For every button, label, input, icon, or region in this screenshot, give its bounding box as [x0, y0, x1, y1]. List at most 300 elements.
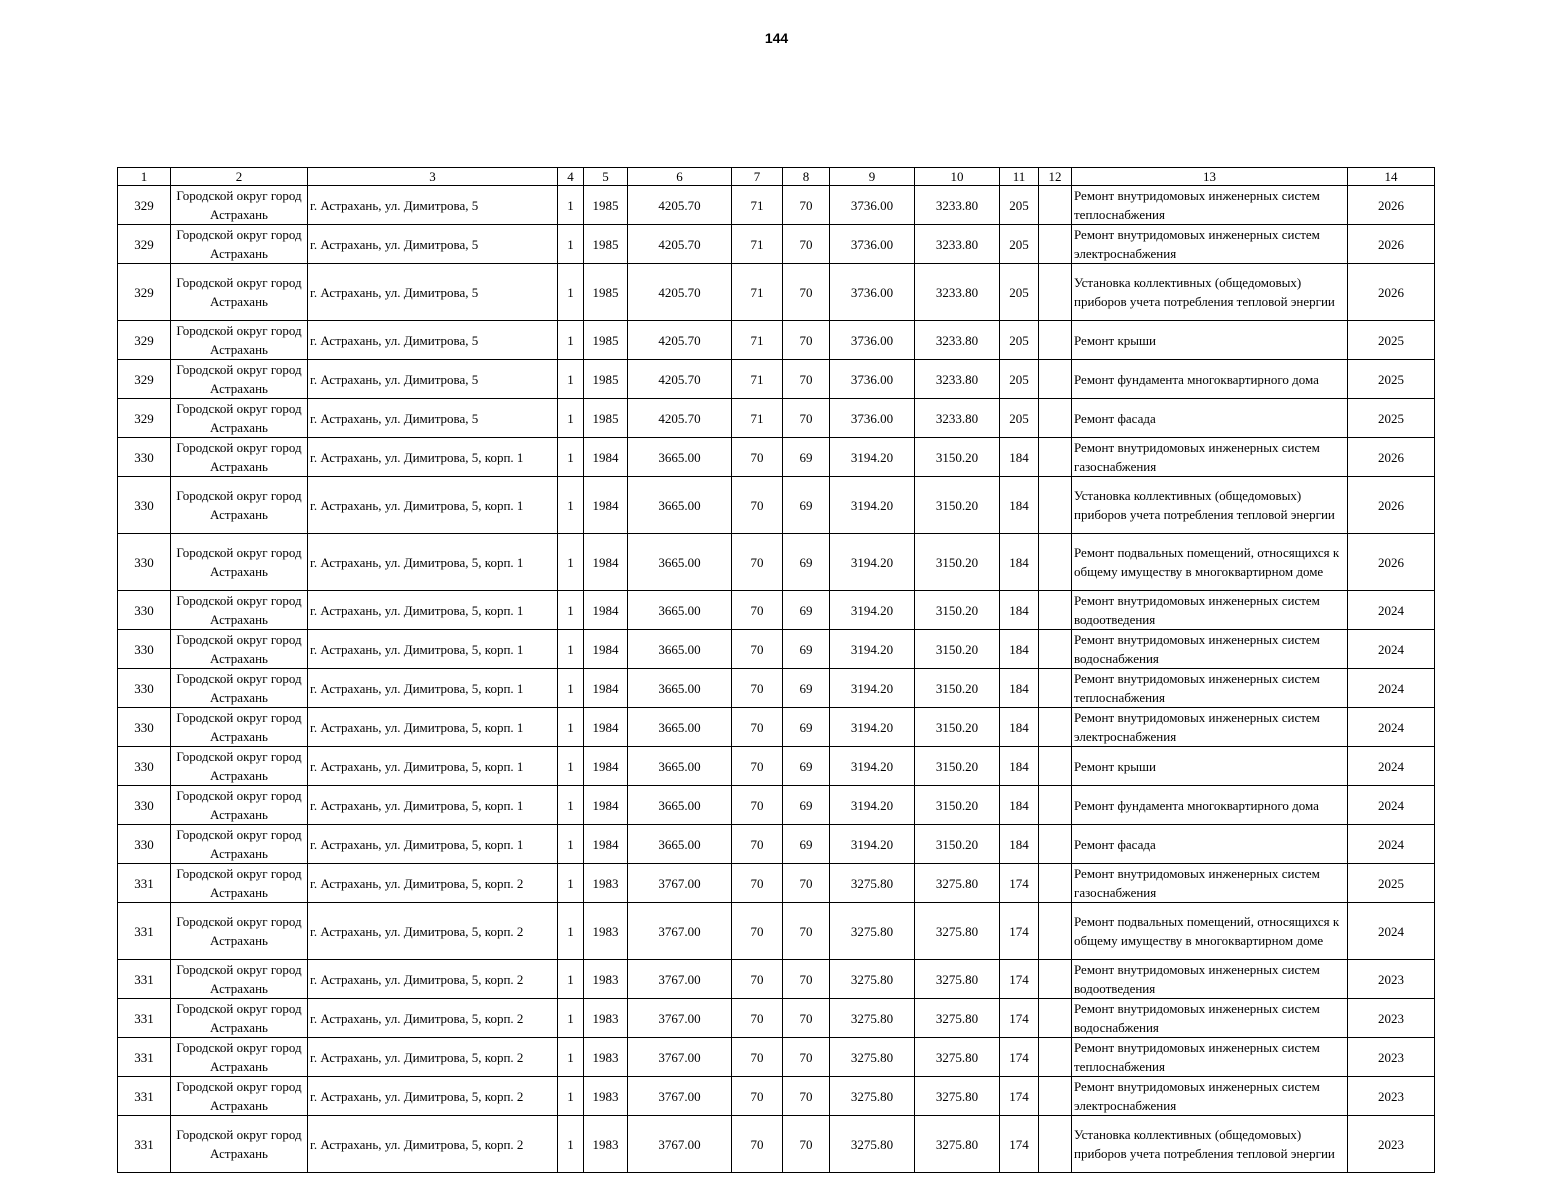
table-cell: г. Астрахань, ул. Димитрова, 5 — [308, 360, 558, 399]
table-cell: 70 — [732, 960, 783, 999]
table-cell: Городской округ город Астрахань — [171, 669, 308, 708]
table-cell: 3233.80 — [915, 360, 1000, 399]
table-cell: 69 — [783, 477, 830, 534]
table-cell: Установка коллективных (общедомовых) приборов учета потребления тепловой энергии — [1072, 264, 1348, 321]
table-cell: 2024 — [1348, 825, 1435, 864]
table-cell: 70 — [783, 399, 830, 438]
table-cell: 2025 — [1348, 321, 1435, 360]
table-cell: Городской округ город Астрахань — [171, 591, 308, 630]
table-cell: 3150.20 — [915, 438, 1000, 477]
table-cell: 1984 — [584, 825, 628, 864]
table-cell: 3150.20 — [915, 786, 1000, 825]
table-cell: 205 — [1000, 321, 1039, 360]
table-cell: 2023 — [1348, 999, 1435, 1038]
table-cell: 71 — [732, 360, 783, 399]
table-cell: 1 — [558, 225, 584, 264]
table-cell: Ремонт внутридомовых инженерных систем газоснабжения — [1072, 438, 1348, 477]
table-cell: 1 — [558, 999, 584, 1038]
table-cell: 1983 — [584, 864, 628, 903]
table-cell — [1039, 669, 1072, 708]
table-cell: 4205.70 — [628, 360, 732, 399]
table-cell: 70 — [732, 864, 783, 903]
table-row — [118, 864, 1435, 903]
table-cell: 1 — [558, 360, 584, 399]
table-cell: 3233.80 — [915, 264, 1000, 321]
table-cell: 330 — [118, 747, 171, 786]
table-cell: Установка коллективных (общедомовых) приборов учета потребления тепловой энергии — [1072, 477, 1348, 534]
column-header: 5 — [584, 168, 628, 186]
table-cell: 2024 — [1348, 591, 1435, 630]
table-cell: 3194.20 — [830, 708, 915, 747]
table-cell: 70 — [783, 1116, 830, 1173]
column-header: 9 — [830, 168, 915, 186]
table-cell: Городской округ город Астрахань — [171, 1038, 308, 1077]
table-body — [118, 186, 1435, 1173]
table-cell: Ремонт внутридомовых инженерных систем водоотведения — [1072, 591, 1348, 630]
table-cell — [1039, 225, 1072, 264]
table-cell: г. Астрахань, ул. Димитрова, 5, корп. 1 — [308, 591, 558, 630]
table-cell: 3150.20 — [915, 747, 1000, 786]
table-cell: 3150.20 — [915, 477, 1000, 534]
table-cell: 3150.20 — [915, 630, 1000, 669]
table-cell: 3736.00 — [830, 321, 915, 360]
table-cell: 330 — [118, 825, 171, 864]
table-cell: 3194.20 — [830, 669, 915, 708]
table-cell: 174 — [1000, 960, 1039, 999]
table-cell — [1039, 264, 1072, 321]
table-cell: 1985 — [584, 225, 628, 264]
table-cell: 2023 — [1348, 960, 1435, 999]
table-cell: 70 — [783, 321, 830, 360]
table-cell: 1984 — [584, 438, 628, 477]
column-header: 13 — [1072, 168, 1348, 186]
repair-schedule-table — [117, 167, 1435, 1173]
table-cell: 71 — [732, 225, 783, 264]
table-cell — [1039, 399, 1072, 438]
table-cell: 205 — [1000, 186, 1039, 225]
table-cell: 330 — [118, 630, 171, 669]
table-cell: 70 — [732, 630, 783, 669]
table-cell: 1 — [558, 186, 584, 225]
table-cell: 70 — [732, 1116, 783, 1173]
table-cell — [1039, 747, 1072, 786]
table-cell: Ремонт подвальных помещений, относящихся к общему имуществу в многоквартирном доме — [1072, 903, 1348, 960]
table-cell: 330 — [118, 534, 171, 591]
table-cell: Городской округ город Астрахань — [171, 1077, 308, 1116]
table-cell: Городской округ город Астрахань — [171, 264, 308, 321]
table-cell: 174 — [1000, 999, 1039, 1038]
table-cell: Ремонт фасада — [1072, 825, 1348, 864]
table-cell: 1984 — [584, 630, 628, 669]
table-cell: 3275.80 — [915, 999, 1000, 1038]
table-cell: 329 — [118, 264, 171, 321]
table-cell: 70 — [732, 1038, 783, 1077]
table-cell: 3150.20 — [915, 825, 1000, 864]
table-cell: Городской округ город Астрахань — [171, 960, 308, 999]
table-cell: 3150.20 — [915, 534, 1000, 591]
table-row — [118, 321, 1435, 360]
table-cell: 1 — [558, 960, 584, 999]
table-cell: Ремонт внутридомовых инженерных систем теплоснабжения — [1072, 186, 1348, 225]
table-cell: 3767.00 — [628, 960, 732, 999]
table-cell: Городской округ город Астрахань — [171, 825, 308, 864]
table-cell: Ремонт фундамента многоквартирного дома — [1072, 786, 1348, 825]
table-cell: г. Астрахань, ул. Димитрова, 5, корп. 1 — [308, 747, 558, 786]
table-cell: 3275.80 — [830, 903, 915, 960]
table-cell: 1 — [558, 1077, 584, 1116]
table-cell: Ремонт крыши — [1072, 747, 1348, 786]
table-cell: 3665.00 — [628, 534, 732, 591]
table-cell: 331 — [118, 864, 171, 903]
table-cell — [1039, 1077, 1072, 1116]
table-cell: 70 — [732, 534, 783, 591]
table-cell: г. Астрахань, ул. Димитрова, 5 — [308, 186, 558, 225]
table-cell: 3150.20 — [915, 669, 1000, 708]
table-cell: Городской округ город Астрахань — [171, 708, 308, 747]
table-cell: 3736.00 — [830, 399, 915, 438]
table-cell: 3233.80 — [915, 399, 1000, 438]
table-cell: 3275.80 — [915, 1116, 1000, 1173]
table-cell: 1983 — [584, 1116, 628, 1173]
table-cell: 1 — [558, 477, 584, 534]
table-cell: 3275.80 — [915, 1038, 1000, 1077]
table-cell: Городской округ город Астрахань — [171, 225, 308, 264]
table-cell: Городской округ город Астрахань — [171, 864, 308, 903]
table-cell: 1985 — [584, 186, 628, 225]
table-cell — [1039, 477, 1072, 534]
table-cell: Городской округ город Астрахань — [171, 438, 308, 477]
table-cell: 329 — [118, 399, 171, 438]
table-cell: 2024 — [1348, 630, 1435, 669]
table-cell: 3736.00 — [830, 360, 915, 399]
table-cell: 1985 — [584, 264, 628, 321]
table-cell: Городской округ город Астрахань — [171, 477, 308, 534]
table-cell: 1984 — [584, 477, 628, 534]
table-cell: г. Астрахань, ул. Димитрова, 5 — [308, 399, 558, 438]
table-cell: 3767.00 — [628, 1038, 732, 1077]
table-cell: г. Астрахань, ул. Димитрова, 5 — [308, 225, 558, 264]
table-cell: 1 — [558, 747, 584, 786]
table-cell: 70 — [732, 825, 783, 864]
table-row — [118, 591, 1435, 630]
table-row — [118, 438, 1435, 477]
table-cell: 3150.20 — [915, 591, 1000, 630]
table-cell: г. Астрахань, ул. Димитрова, 5, корп. 1 — [308, 669, 558, 708]
table-cell: 2024 — [1348, 669, 1435, 708]
table-cell: Городской округ город Астрахань — [171, 630, 308, 669]
page-number: 144 — [764, 30, 789, 46]
table-cell — [1039, 630, 1072, 669]
table-cell: Ремонт внутридомовых инженерных систем теплоснабжения — [1072, 669, 1348, 708]
table-row — [118, 999, 1435, 1038]
column-header: 6 — [628, 168, 732, 186]
table-cell: 3665.00 — [628, 786, 732, 825]
table-cell: 71 — [732, 321, 783, 360]
column-header: 14 — [1348, 168, 1435, 186]
table-cell: 1 — [558, 903, 584, 960]
table-cell: 184 — [1000, 786, 1039, 825]
table-cell: 331 — [118, 1116, 171, 1173]
table-cell: 3194.20 — [830, 630, 915, 669]
table-cell: 331 — [118, 1077, 171, 1116]
table-cell: 1 — [558, 1116, 584, 1173]
table-cell: 4205.70 — [628, 225, 732, 264]
table-cell: 1 — [558, 825, 584, 864]
table-cell: 205 — [1000, 225, 1039, 264]
table-cell: 1 — [558, 534, 584, 591]
table-cell: 1984 — [584, 669, 628, 708]
table-cell: 69 — [783, 591, 830, 630]
table-cell: 329 — [118, 360, 171, 399]
table-cell — [1039, 1038, 1072, 1077]
table-row — [118, 630, 1435, 669]
table-cell — [1039, 321, 1072, 360]
table-cell: 2023 — [1348, 1038, 1435, 1077]
table-cell: 70 — [783, 903, 830, 960]
table-cell: 1 — [558, 399, 584, 438]
table-cell: Городской округ город Астрахань — [171, 186, 308, 225]
table-row — [118, 264, 1435, 321]
table-cell: 1983 — [584, 1077, 628, 1116]
table-cell: 3665.00 — [628, 747, 732, 786]
table-cell: 184 — [1000, 747, 1039, 786]
table-cell: 174 — [1000, 903, 1039, 960]
table-row — [118, 903, 1435, 960]
table-row — [118, 1116, 1435, 1173]
table-cell: Установка коллективных (общедомовых) приборов учета потребления тепловой энергии — [1072, 1116, 1348, 1173]
column-header: 3 — [308, 168, 558, 186]
table-cell: 3665.00 — [628, 708, 732, 747]
table-cell: 70 — [732, 669, 783, 708]
table-cell: 3275.80 — [830, 1116, 915, 1173]
table-cell: 184 — [1000, 825, 1039, 864]
table-cell: 2026 — [1348, 264, 1435, 321]
table-cell: 70 — [783, 1038, 830, 1077]
table-cell: 3275.80 — [915, 1077, 1000, 1116]
table-cell: 3194.20 — [830, 438, 915, 477]
table-cell: Ремонт внутридомовых инженерных систем водоотведения — [1072, 960, 1348, 999]
table-row — [118, 786, 1435, 825]
table-cell: 1985 — [584, 399, 628, 438]
table-cell: 184 — [1000, 534, 1039, 591]
table-cell: 330 — [118, 669, 171, 708]
table-cell: 1 — [558, 864, 584, 903]
table-cell: г. Астрахань, ул. Димитрова, 5, корп. 1 — [308, 630, 558, 669]
table-cell: 69 — [783, 708, 830, 747]
table-cell: 70 — [783, 864, 830, 903]
table-cell: г. Астрахань, ул. Димитрова, 5, корп. 2 — [308, 960, 558, 999]
table-cell: Городской округ город Астрахань — [171, 360, 308, 399]
table-cell: 3665.00 — [628, 591, 732, 630]
table-cell: 1 — [558, 630, 584, 669]
table-cell: 4205.70 — [628, 321, 732, 360]
table-cell: 205 — [1000, 264, 1039, 321]
column-header: 1 — [118, 168, 171, 186]
table-cell: 3767.00 — [628, 1116, 732, 1173]
table-cell: 1 — [558, 438, 584, 477]
table-cell: 184 — [1000, 591, 1039, 630]
table-cell: 3275.80 — [830, 864, 915, 903]
table-cell: 2023 — [1348, 1077, 1435, 1116]
table-cell: 1 — [558, 708, 584, 747]
table-cell: г. Астрахань, ул. Димитрова, 5, корп. 2 — [308, 999, 558, 1038]
table-cell: г. Астрахань, ул. Димитрова, 5, корп. 1 — [308, 786, 558, 825]
table-cell: 184 — [1000, 708, 1039, 747]
table-cell: 71 — [732, 264, 783, 321]
table-cell: г. Астрахань, ул. Димитрова, 5, корп. 2 — [308, 1116, 558, 1173]
table-cell: 3275.80 — [830, 960, 915, 999]
table-cell: 1983 — [584, 960, 628, 999]
table-cell: 69 — [783, 747, 830, 786]
table-cell: г. Астрахань, ул. Димитрова, 5, корп. 2 — [308, 1038, 558, 1077]
table-row — [118, 1077, 1435, 1116]
table-cell: 330 — [118, 708, 171, 747]
table-cell: 2026 — [1348, 534, 1435, 591]
table-cell — [1039, 786, 1072, 825]
column-header: 12 — [1039, 168, 1072, 186]
column-header: 10 — [915, 168, 1000, 186]
table-cell: 184 — [1000, 669, 1039, 708]
table-cell: г. Астрахань, ул. Димитрова, 5, корп. 1 — [308, 825, 558, 864]
table-cell: 1985 — [584, 360, 628, 399]
table-cell: 70 — [732, 747, 783, 786]
table-cell: Ремонт внутридомовых инженерных систем водоснабжения — [1072, 630, 1348, 669]
table-cell: г. Астрахань, ул. Димитрова, 5, корп. 2 — [308, 903, 558, 960]
table-cell: 3275.80 — [830, 1077, 915, 1116]
table-cell: 70 — [732, 438, 783, 477]
table-cell: Ремонт внутридомовых инженерных систем теплоснабжения — [1072, 1038, 1348, 1077]
column-header: 7 — [732, 168, 783, 186]
table-cell: 3275.80 — [915, 960, 1000, 999]
table-cell: г. Астрахань, ул. Димитрова, 5, корп. 2 — [308, 864, 558, 903]
table-cell: 329 — [118, 186, 171, 225]
table-cell: 3150.20 — [915, 708, 1000, 747]
table-cell: 331 — [118, 960, 171, 999]
table-cell: 3275.80 — [915, 864, 1000, 903]
table-cell: Ремонт внутридомовых инженерных систем водоснабжения — [1072, 999, 1348, 1038]
table-cell: 330 — [118, 477, 171, 534]
table-cell: Городской округ город Астрахань — [171, 534, 308, 591]
table-row — [118, 534, 1435, 591]
table-cell: 70 — [732, 591, 783, 630]
table-cell: 1984 — [584, 534, 628, 591]
table-cell: 4205.70 — [628, 264, 732, 321]
table-cell: 3665.00 — [628, 477, 732, 534]
table-cell: Ремонт внутридомовых инженерных систем электроснабжения — [1072, 225, 1348, 264]
table-cell: 3194.20 — [830, 786, 915, 825]
column-header: 2 — [171, 168, 308, 186]
table-row — [118, 825, 1435, 864]
table-cell: 205 — [1000, 360, 1039, 399]
table-cell: 70 — [783, 1077, 830, 1116]
table-cell: 2026 — [1348, 225, 1435, 264]
table-cell: 69 — [783, 630, 830, 669]
table-cell: 1984 — [584, 708, 628, 747]
table-cell: 70 — [732, 477, 783, 534]
table-cell: г. Астрахань, ул. Димитрова, 5, корп. 2 — [308, 1077, 558, 1116]
table-cell: 174 — [1000, 864, 1039, 903]
table-cell: 71 — [732, 399, 783, 438]
table-cell: 70 — [783, 999, 830, 1038]
table-row — [118, 399, 1435, 438]
table-cell: 184 — [1000, 477, 1039, 534]
table-cell: 2024 — [1348, 747, 1435, 786]
table-cell: Ремонт внутридомовых инженерных систем газоснабжения — [1072, 864, 1348, 903]
table-cell: г. Астрахань, ул. Димитрова, 5, корп. 1 — [308, 438, 558, 477]
column-header: 11 — [1000, 168, 1039, 186]
table-cell: 331 — [118, 999, 171, 1038]
table-cell: 331 — [118, 903, 171, 960]
table-cell: 3275.80 — [915, 903, 1000, 960]
column-header: 8 — [783, 168, 830, 186]
table-cell: 70 — [783, 186, 830, 225]
table-cell — [1039, 825, 1072, 864]
table-cell: Ремонт фасада — [1072, 399, 1348, 438]
table-cell: 1983 — [584, 903, 628, 960]
table-cell: 3194.20 — [830, 825, 915, 864]
table-row — [118, 186, 1435, 225]
table-cell: 3665.00 — [628, 438, 732, 477]
table-cell: 2024 — [1348, 708, 1435, 747]
table-cell: 3233.80 — [915, 321, 1000, 360]
table-cell — [1039, 1116, 1072, 1173]
table-cell: 70 — [732, 1077, 783, 1116]
table-cell — [1039, 903, 1072, 960]
table-cell — [1039, 960, 1072, 999]
table-cell — [1039, 591, 1072, 630]
table-cell: г. Астрахань, ул. Димитрова, 5 — [308, 321, 558, 360]
table-cell: 3736.00 — [830, 186, 915, 225]
table-cell: 1984 — [584, 591, 628, 630]
table-row — [118, 477, 1435, 534]
table-cell: 69 — [783, 669, 830, 708]
table-cell: 2025 — [1348, 399, 1435, 438]
table-cell: 2025 — [1348, 864, 1435, 903]
table-cell — [1039, 864, 1072, 903]
table-cell: 330 — [118, 438, 171, 477]
table-cell: Ремонт фундамента многоквартирного дома — [1072, 360, 1348, 399]
table-cell — [1039, 534, 1072, 591]
table-cell: 70 — [732, 708, 783, 747]
table-cell: 3665.00 — [628, 630, 732, 669]
table-cell: 2024 — [1348, 903, 1435, 960]
table-cell: г. Астрахань, ул. Димитрова, 5 — [308, 264, 558, 321]
table-cell — [1039, 708, 1072, 747]
table-cell: 1 — [558, 1038, 584, 1077]
table-cell: 3736.00 — [830, 264, 915, 321]
table-cell: Городской округ город Астрахань — [171, 1116, 308, 1173]
table-cell: 330 — [118, 591, 171, 630]
table-cell: 69 — [783, 534, 830, 591]
table-cell: Городской округ город Астрахань — [171, 321, 308, 360]
table-row — [118, 960, 1435, 999]
table-cell: 70 — [783, 264, 830, 321]
table-cell: 1 — [558, 591, 584, 630]
table-cell: 70 — [783, 225, 830, 264]
table-cell: Ремонт подвальных помещений, относящихся к общему имуществу в многоквартирном доме — [1072, 534, 1348, 591]
table-cell: Городской округ город Астрахань — [171, 786, 308, 825]
table-cell: 1 — [558, 264, 584, 321]
table-cell: 70 — [783, 360, 830, 399]
table-cell: 205 — [1000, 399, 1039, 438]
table-cell: 174 — [1000, 1116, 1039, 1173]
table-cell: 69 — [783, 825, 830, 864]
table-cell: 1983 — [584, 1038, 628, 1077]
table-cell: 1 — [558, 321, 584, 360]
table-cell — [1039, 186, 1072, 225]
table-cell: 3194.20 — [830, 477, 915, 534]
table-cell: 2025 — [1348, 360, 1435, 399]
